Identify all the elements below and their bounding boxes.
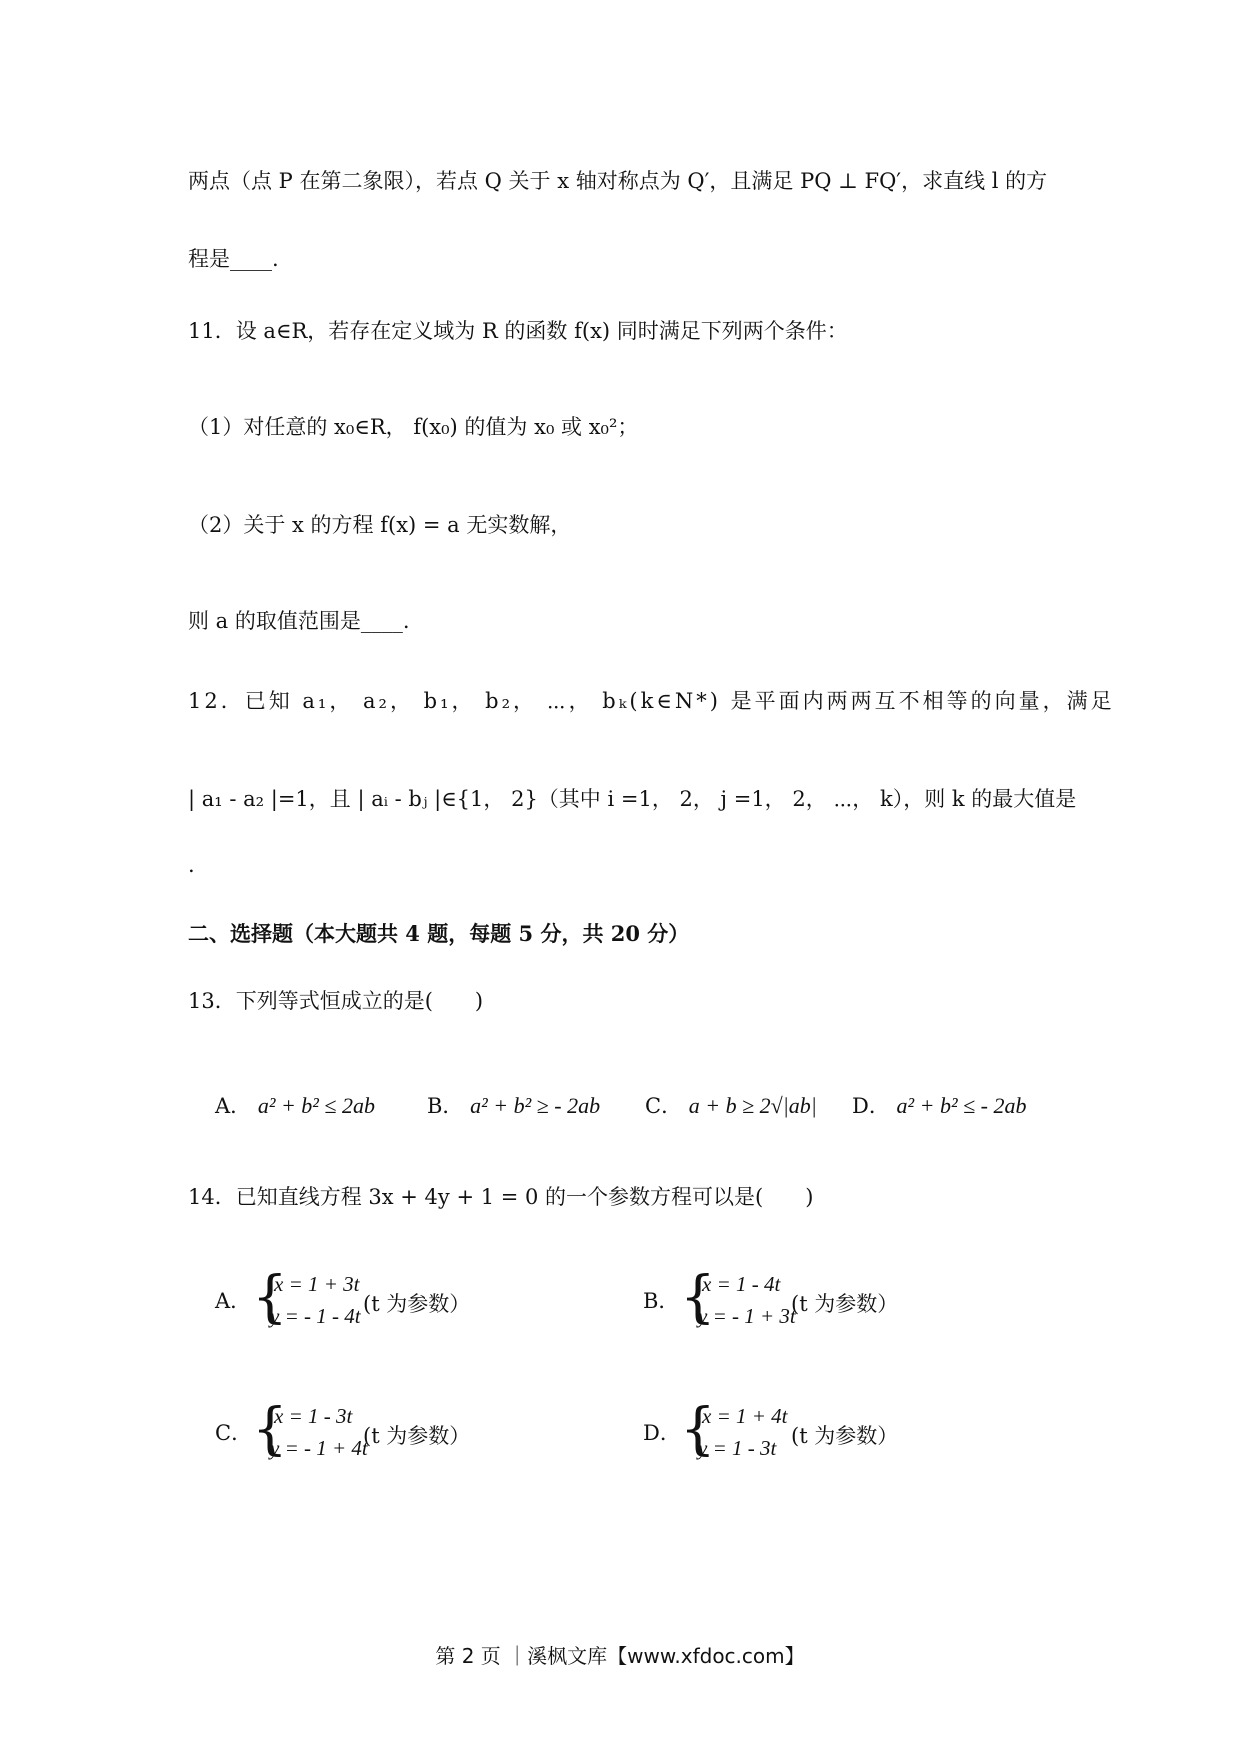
q14-option-a-eq2: y = - 1 - 4t [270,1304,361,1328]
q14-stem: 14．已知直线方程 3x + 4y + 1 = 0 的一个参数方程可以是( ) [188,1185,814,1209]
brace-icon: { [252,1265,288,1330]
option-expression: a + b ≥ 2√|ab| [688,1093,817,1118]
q14-option-b-param-note: (t 为参数） [791,1292,899,1316]
page-footer: 第 2 页 ｜溪枫文库【www.xfdoc.com】 [435,1644,805,1668]
q13-option-b [427,1090,600,1120]
q14-option-b-label: B． [643,1289,680,1313]
q14-option-d-label: D． [643,1421,681,1445]
q10-tail-line2: 程是____. [188,247,279,271]
q14-option-c-eq2: y = - 1 + 4t [270,1436,368,1460]
q11-condition-1: （1）对任意的 x₀∈R， f(x₀) 的值为 x₀ 或 x₀²； [188,415,639,439]
q13-option-d [852,1090,1026,1120]
q14-option-b-eq1: x = 1 - 4t [702,1272,781,1296]
q14-option-c-param-note: (t 为参数） [363,1424,471,1448]
q14-option-a-eq1: x = 1 + 3t [274,1272,360,1296]
q14-option-b-eq2: y = - 1 + 3t [698,1304,796,1328]
q13-stem: 13．下列等式恒成立的是( ) [188,989,484,1013]
q14-option-c-eq1: x = 1 - 3t [274,1404,353,1428]
brace-icon: { [252,1397,288,1462]
option-label: A． [215,1094,252,1118]
option-label: D． [852,1094,890,1118]
section-2-heading: 二、选择题（本大题共 4 题，每题 5 分，共 20 分） [188,921,690,946]
brace-icon: { [680,1397,716,1462]
q11-condition-2: （2）关于 x 的方程 f(x) = a 无实数解， [188,513,572,537]
option-expression: a² + b² ≤ 2ab [257,1093,375,1118]
q14-option-d-eq1: x = 1 + 4t [702,1404,788,1428]
option-label: B． [427,1094,464,1118]
q14-option-a-label: A． [215,1289,252,1313]
q13-option-c [645,1090,817,1120]
option-expression: a² + b² ≤ - 2ab [896,1093,1027,1118]
option-expression: a² + b² ≥ - 2ab [470,1093,601,1118]
option-label: C． [645,1094,683,1118]
brace-icon: { [680,1265,716,1330]
q12-line3: . [188,853,195,877]
q12-line1: 12．已知 a₁， a₂， b₁， b₂， ⋯， bₖ(k∈N*) 是平面内两两互不相等的向量，满足 [188,689,1115,713]
q12-line2: | a₁ - a₂ |=1，且 | aᵢ - bⱼ |∈{1， 2}（其中 i =1， 2， j =1， 2， ⋯， k），则 k 的最大值是 [188,787,1077,811]
q14-option-d-eq2: y = 1 - 3t [698,1436,777,1460]
q11-stem: 11．设 a∈R，若存在定义域为 R 的函数 f(x) 同时满足下列两个条件： [188,319,848,343]
q10-tail-line1: 两点（点 P 在第二象限），若点 Q 关于 x 轴对称点为 Q′，且满足 PQ ⊥ FQ′，求直线 l 的方 [188,169,1048,193]
q13-option-a [215,1090,375,1120]
q14-option-c-label: C． [215,1421,253,1445]
q11-question: 则 a 的取值范围是____. [188,609,410,633]
q14-option-d-param-note: (t 为参数） [791,1424,899,1448]
q14-option-a-param-note: (t 为参数） [363,1292,471,1316]
